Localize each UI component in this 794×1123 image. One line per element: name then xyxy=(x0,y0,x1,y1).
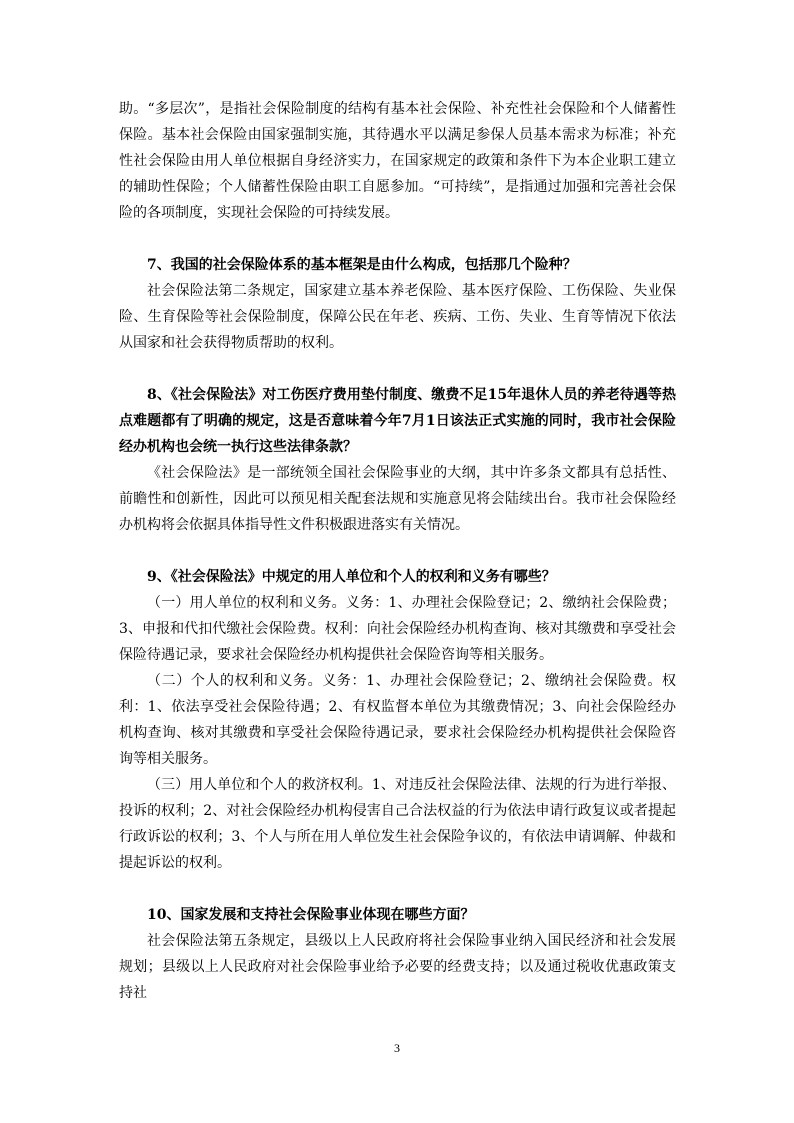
answer-8-paragraph: 《社会保险法》是一部统领全国社会保险事业的大纲，其中许多条文都具有总括性、前瞻性和创新性，因此可以预见相关配套法规和实施意见将会陆续出台。我市社会保险经办机构将会依据具体指导性文件积极跟进落实有关情况。 xyxy=(119,465,676,533)
question-10-heading: 10、国家发展和支持社会保险事业体现在哪些方面？ xyxy=(147,907,475,923)
answer-9-individual-paragraph: （二）个人的权利和义务。义务：1、办理社会保险登记；2、缴纳社会保险费。权利：1、依法享受社会保险待遇；2、有权监督本单位为其缴费情况；3、向社会保险经办机构查询、核对其缴费和享受社会保险待遇记录，要求社会保险经办机构提供社会保险咨询等相关服务。 xyxy=(119,673,676,767)
answer-10-paragraph: 社会保险法第五条规定，县级以上人民政府将社会保险事业纳入国民经济和社会发展规划；县级以上人民政府对社会保险事业给予必要的经费支持；以及通过税收优惠政策支持社 xyxy=(119,933,676,1001)
question-8-heading: 8、《社会保险法》对工伤医疗费用垫付制度、缴费不足15年退休人员的养老待遇等热点难题都有了明确的规定，这是否意味着今年7月1日该法正式实施的同时，我市社会保险经办机构也会统一执行这些法律条款？ xyxy=(119,387,676,455)
question-7-heading: 7、我国的社会保险体系的基本框架是由什么构成，包括那几个险种？ xyxy=(147,257,577,273)
answer-7-paragraph: 社会保险法第二条规定，国家建立基本养老保险、基本医疗保险、工伤保险、失业保险、生育保险等社会保险制度，保障公民在年老、疾病、工伤、失业、生育等情况下依法从国家和社会获得物质帮助的权利。 xyxy=(119,283,676,351)
question-9-heading: 9、《社会保险法》中规定的用人单位和个人的权利和义务有哪些？ xyxy=(147,569,556,585)
answer-9-employer-paragraph: （一）用人单位的权利和义务。义务：1、办理社会保险登记；2、缴纳社会保险费；3、申报和代扣代缴社会保险费。权利：向社会保险经办机构查询、核对其缴费和享受社会保险待遇记录，要求社会保险经办机构提供社会保险咨询等相关服务。 xyxy=(119,595,676,663)
paragraph-continuation: 助。“多层次”，是指社会保险制度的结构有基本社会保险、补充性社会保险和个人储蓄性保险。基本社会保险由国家强制实施，其待遇水平以满足参保人员基本需求为标准；补充性社会保险由用人单位根据自身经济实力，在国家规定的政策和条件下为本企业职工建立的辅助性保险；个人储蓄性保险由职工自愿参加。“可持续”，是指通过加强和完善社会保险的各项制度，实现社会保险的可持续发展。 xyxy=(119,101,676,221)
document-body xyxy=(119,96,676,1006)
page-number: 3 xyxy=(394,1041,400,1055)
answer-9-remedy-paragraph: （三）用人单位和个人的救济权利。1、对违反社会保险法律、法规的行为进行举报、投诉的权利；2、对社会保险经办机构侵害自己合法权益的行为依法申请行政复议或者提起行政诉讼的权利；3、个人与所在用人单位发生社会保险争议的，有依法申请调解、仲裁和提起诉讼的权利。 xyxy=(119,777,676,871)
